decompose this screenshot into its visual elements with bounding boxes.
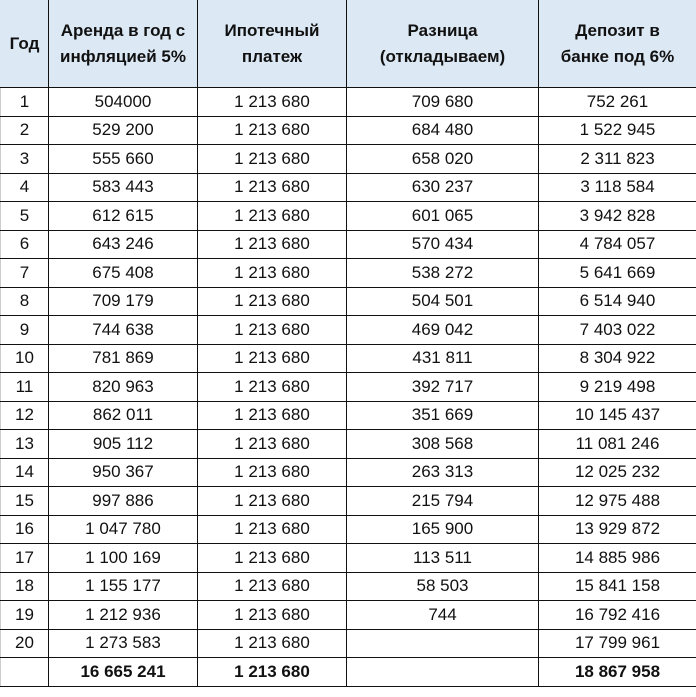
cell-difference: 392 717 xyxy=(347,373,539,402)
cell-difference: 538 272 xyxy=(347,259,539,288)
cell-rent: 997 886 xyxy=(49,487,198,516)
cell-mortgage: 1 213 680 xyxy=(198,572,347,601)
table-row xyxy=(1,116,696,145)
cell-difference: 630 237 xyxy=(347,173,539,202)
table-row xyxy=(1,629,696,658)
cell-mortgage: 1 213 680 xyxy=(198,230,347,259)
cell-difference: 308 568 xyxy=(347,430,539,459)
cell-year: 2 xyxy=(1,116,49,145)
cell-difference: 165 900 xyxy=(347,515,539,544)
header-year-label: Год xyxy=(9,34,40,53)
cell-year: 11 xyxy=(1,373,49,402)
cell-year: 14 xyxy=(1,458,49,487)
cell-rent: 583 443 xyxy=(49,173,198,202)
cell-difference: 744 xyxy=(347,601,539,630)
cell-rent: 529 200 xyxy=(49,116,198,145)
table-header xyxy=(1,1,696,88)
header-deposit-line1: Депозит в xyxy=(575,21,660,40)
cell-difference: 469 042 xyxy=(347,316,539,345)
cell-deposit: 3 118 584 xyxy=(539,173,696,202)
cell-rent: 504000 xyxy=(49,88,198,117)
cell-year: 13 xyxy=(1,430,49,459)
cell-year: 16 xyxy=(1,515,49,544)
cell-rent: 1 100 169 xyxy=(49,544,198,573)
cell-difference: 58 503 xyxy=(347,572,539,601)
cell-difference: 431 811 xyxy=(347,344,539,373)
cell-mortgage: 1 213 680 xyxy=(198,487,347,516)
cell-mortgage: 1 213 680 xyxy=(198,116,347,145)
cell-year: 6 xyxy=(1,230,49,259)
cell-year: 1 xyxy=(1,88,49,117)
cell-year: 3 xyxy=(1,145,49,174)
cell-mortgage: 1 213 680 xyxy=(198,316,347,345)
cell-rent: 905 112 xyxy=(49,430,198,459)
table-row xyxy=(1,487,696,516)
total-row xyxy=(1,658,696,687)
cell-deposit: 16 792 416 xyxy=(539,601,696,630)
cell-difference: 658 020 xyxy=(347,145,539,174)
cell-year: 12 xyxy=(1,401,49,430)
cell-deposit: 4 784 057 xyxy=(539,230,696,259)
cell-year: 5 xyxy=(1,202,49,231)
header-difference-line1: Разница xyxy=(407,21,478,40)
header-deposit xyxy=(539,1,696,88)
table-row xyxy=(1,173,696,202)
cell-rent: 555 660 xyxy=(49,145,198,174)
cell-year: 4 xyxy=(1,173,49,202)
cell-year: 7 xyxy=(1,259,49,288)
header-row xyxy=(1,1,696,88)
cell-year: 19 xyxy=(1,601,49,630)
cell-rent: 820 963 xyxy=(49,373,198,402)
cell-deposit: 12 975 488 xyxy=(539,487,696,516)
header-mortgage-line2: платеж xyxy=(241,47,303,66)
total-cell-year xyxy=(1,658,49,687)
cell-year: 8 xyxy=(1,287,49,316)
cell-mortgage: 1 213 680 xyxy=(198,344,347,373)
header-rent-line1: Аренда в год с xyxy=(60,21,186,40)
total-cell-difference xyxy=(347,658,539,687)
cell-rent: 862 011 xyxy=(49,401,198,430)
cell-mortgage: 1 213 680 xyxy=(198,601,347,630)
table-row xyxy=(1,316,696,345)
cell-difference: 684 480 xyxy=(347,116,539,145)
table-row xyxy=(1,430,696,459)
cell-deposit: 11 081 246 xyxy=(539,430,696,459)
cell-deposit: 1 522 945 xyxy=(539,116,696,145)
cell-difference: 504 501 xyxy=(347,287,539,316)
table-row xyxy=(1,601,696,630)
cell-deposit: 9 219 498 xyxy=(539,373,696,402)
cell-year: 15 xyxy=(1,487,49,516)
cell-deposit: 13 929 872 xyxy=(539,515,696,544)
cell-deposit: 14 885 986 xyxy=(539,544,696,573)
table-row xyxy=(1,287,696,316)
header-difference-line2: (откладываем) xyxy=(379,47,506,66)
cell-mortgage: 1 213 680 xyxy=(198,544,347,573)
cell-difference xyxy=(347,629,539,658)
cell-deposit: 7 403 022 xyxy=(539,316,696,345)
header-mortgage-line1: Ипотечный xyxy=(224,21,320,40)
total-cell-mortgage: 1 213 680 xyxy=(198,658,347,687)
cell-deposit: 8 304 922 xyxy=(539,344,696,373)
cell-mortgage: 1 213 680 xyxy=(198,202,347,231)
cell-rent: 643 246 xyxy=(49,230,198,259)
total-cell-rent: 16 665 241 xyxy=(49,658,198,687)
table-row xyxy=(1,145,696,174)
cell-mortgage: 1 213 680 xyxy=(198,629,347,658)
cell-deposit: 5 641 669 xyxy=(539,259,696,288)
total-cell-deposit: 18 867 958 xyxy=(539,658,696,687)
table-row xyxy=(1,401,696,430)
table-row xyxy=(1,458,696,487)
cell-difference: 601 065 xyxy=(347,202,539,231)
cell-deposit: 3 942 828 xyxy=(539,202,696,231)
header-rent-line2: инфляцией 5% xyxy=(60,47,186,66)
header-difference xyxy=(347,1,539,88)
cell-deposit: 15 841 158 xyxy=(539,572,696,601)
cell-rent: 675 408 xyxy=(49,259,198,288)
cell-rent: 1 155 177 xyxy=(49,572,198,601)
cell-deposit: 17 799 961 xyxy=(539,629,696,658)
cell-mortgage: 1 213 680 xyxy=(198,430,347,459)
header-year xyxy=(1,1,49,88)
header-mortgage xyxy=(198,1,347,88)
cell-mortgage: 1 213 680 xyxy=(198,401,347,430)
header-deposit-line2: банке под 6% xyxy=(560,47,675,66)
table-row xyxy=(1,544,696,573)
table-row xyxy=(1,259,696,288)
cell-year: 20 xyxy=(1,629,49,658)
cell-rent: 781 869 xyxy=(49,344,198,373)
cell-mortgage: 1 213 680 xyxy=(198,88,347,117)
cell-difference: 113 511 xyxy=(347,544,539,573)
cell-rent: 1 047 780 xyxy=(49,515,198,544)
table-row xyxy=(1,88,696,117)
table-row xyxy=(1,572,696,601)
cell-mortgage: 1 213 680 xyxy=(198,458,347,487)
cell-deposit: 2 311 823 xyxy=(539,145,696,174)
cell-rent: 744 638 xyxy=(49,316,198,345)
cell-rent: 1 273 583 xyxy=(49,629,198,658)
cell-rent: 612 615 xyxy=(49,202,198,231)
cell-rent: 950 367 xyxy=(49,458,198,487)
cell-rent: 709 179 xyxy=(49,287,198,316)
cell-rent: 1 212 936 xyxy=(49,601,198,630)
table-row xyxy=(1,230,696,259)
cell-mortgage: 1 213 680 xyxy=(198,373,347,402)
cell-deposit: 6 514 940 xyxy=(539,287,696,316)
cell-mortgage: 1 213 680 xyxy=(198,145,347,174)
cell-mortgage: 1 213 680 xyxy=(198,173,347,202)
cell-year: 18 xyxy=(1,572,49,601)
table-row xyxy=(1,202,696,231)
cell-mortgage: 1 213 680 xyxy=(198,515,347,544)
cell-difference: 570 434 xyxy=(347,230,539,259)
cell-deposit: 752 261 xyxy=(539,88,696,117)
cell-difference: 709 680 xyxy=(347,88,539,117)
table-row xyxy=(1,344,696,373)
table-row xyxy=(1,515,696,544)
cell-deposit: 12 025 232 xyxy=(539,458,696,487)
cell-year: 9 xyxy=(1,316,49,345)
cell-difference: 215 794 xyxy=(347,487,539,516)
cell-year: 10 xyxy=(1,344,49,373)
cell-difference: 351 669 xyxy=(347,401,539,430)
table-row xyxy=(1,373,696,402)
table-body xyxy=(1,88,696,687)
header-rent xyxy=(49,1,198,88)
cell-mortgage: 1 213 680 xyxy=(198,287,347,316)
cell-deposit: 10 145 437 xyxy=(539,401,696,430)
cell-mortgage: 1 213 680 xyxy=(198,259,347,288)
cell-year: 17 xyxy=(1,544,49,573)
cell-difference: 263 313 xyxy=(347,458,539,487)
